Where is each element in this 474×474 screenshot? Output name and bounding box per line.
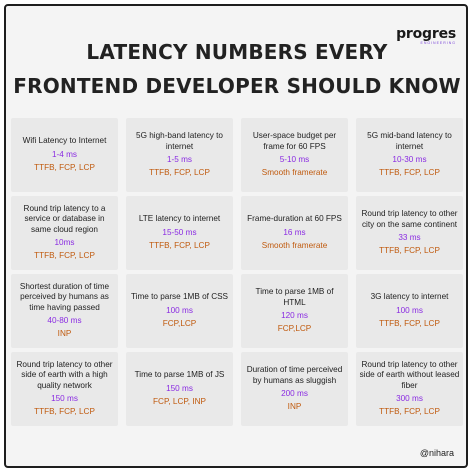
- latency-card: [126, 196, 233, 270]
- card-label: User-space budget per frame for 60 FPS: [252, 131, 337, 151]
- card-label: Frame-duration at 60 FPS: [247, 214, 342, 224]
- brand-name: progres: [396, 26, 456, 42]
- card-metrics: TTFB, FCP, LCP: [379, 246, 440, 255]
- latency-card: [356, 196, 463, 270]
- card-value: 10-30 ms: [392, 155, 427, 164]
- card-value: 300 ms: [396, 394, 423, 404]
- latency-card: [11, 352, 118, 426]
- card-value: 10ms: [54, 238, 75, 248]
- card-label: Round trip latency to other side of earth with a high quality network: [16, 359, 113, 390]
- card-value: 100 ms: [396, 305, 423, 315]
- card-value: 15-50 ms: [162, 227, 197, 237]
- latency-card: [241, 196, 348, 270]
- card-label: Duration of time perceived by humans as sluggish: [246, 365, 343, 385]
- card-metrics: TTFB, FCP, LCP: [149, 168, 210, 177]
- latency-card: [356, 352, 463, 426]
- card-label: Time to parse 1MB of CSS: [130, 292, 229, 302]
- card-label: 3G latency to internet: [370, 292, 449, 302]
- latency-card: [356, 118, 463, 192]
- card-metrics: Smooth framerate: [261, 168, 328, 177]
- card-metrics: FCP,LCP: [162, 318, 197, 328]
- latency-card: [241, 352, 348, 426]
- card-value: 1-4 ms: [51, 149, 78, 159]
- card-metrics: TTFB, FCP, LCP: [149, 240, 210, 250]
- card-metrics: TTFB, FCP, LCP: [379, 318, 440, 328]
- latency-card: [11, 196, 118, 270]
- card-metrics: TTFB, FCP, LCP: [34, 251, 95, 261]
- card-metrics: Smooth framerate: [261, 240, 328, 250]
- latency-card: [126, 352, 233, 426]
- card-metrics: TTFB, FCP, LCP: [379, 168, 440, 177]
- card-label: Shortest duration of time perceived by humans as time having passed: [19, 281, 110, 312]
- latency-card: [11, 118, 118, 192]
- card-value: 5-10 ms: [279, 155, 310, 164]
- card-metrics: TTFB, FCP, LCP: [34, 162, 95, 172]
- card-value: 16 ms: [283, 227, 306, 237]
- card-value: 200 ms: [281, 389, 308, 398]
- card-label: 5G mid-band latency to internet: [367, 131, 452, 151]
- card-label: 5G high-band latency to internet: [136, 131, 223, 151]
- card-label: Round trip latency to a service or database in same cloud region: [23, 203, 106, 234]
- latency-card: [356, 274, 463, 348]
- latency-card: [126, 274, 233, 348]
- card-label: LTE latency to internet: [138, 214, 221, 224]
- latency-card: [241, 118, 348, 192]
- card-metrics: FCP,LCP: [277, 324, 312, 333]
- card-label: Time to parse 1MB of JS: [134, 370, 225, 380]
- card-metrics: TTFB, FCP, LCP: [379, 407, 440, 417]
- latency-card: [241, 274, 348, 348]
- latency-card: [126, 118, 233, 192]
- latency-grid: [11, 118, 463, 428]
- card-value: 1-5 ms: [166, 155, 193, 164]
- card-metrics: TTFB, FCP, LCP: [34, 407, 95, 417]
- card-value: 33 ms: [398, 233, 421, 242]
- card-value: 100 ms: [166, 305, 193, 315]
- card-metrics: INP: [57, 329, 72, 339]
- brand-subline: ENGINEERING: [420, 41, 456, 45]
- card-value: 120 ms: [281, 311, 308, 320]
- card-label: Time to parse 1MB of HTML: [255, 287, 334, 307]
- card-label: Round trip latency to other side of earth without leased fiber: [359, 359, 460, 390]
- card-metrics: FCP, LCP, INP: [153, 396, 206, 406]
- card-value: 40-80 ms: [47, 316, 82, 326]
- author-handle: @nihara: [419, 448, 454, 458]
- title-line-1: LATENCY NUMBERS EVERY: [86, 40, 388, 64]
- title-line-2: FRONTEND DEVELOPER SHOULD KNOW: [13, 74, 461, 98]
- card-value: 150 ms: [166, 383, 193, 393]
- card-label: Round trip latency to other city on the same continent: [361, 209, 458, 229]
- card-label: Wifi Latency to Internet: [22, 136, 107, 146]
- card-value: 150 ms: [51, 394, 78, 404]
- latency-card: [11, 274, 118, 348]
- card-metrics: INP: [287, 402, 302, 411]
